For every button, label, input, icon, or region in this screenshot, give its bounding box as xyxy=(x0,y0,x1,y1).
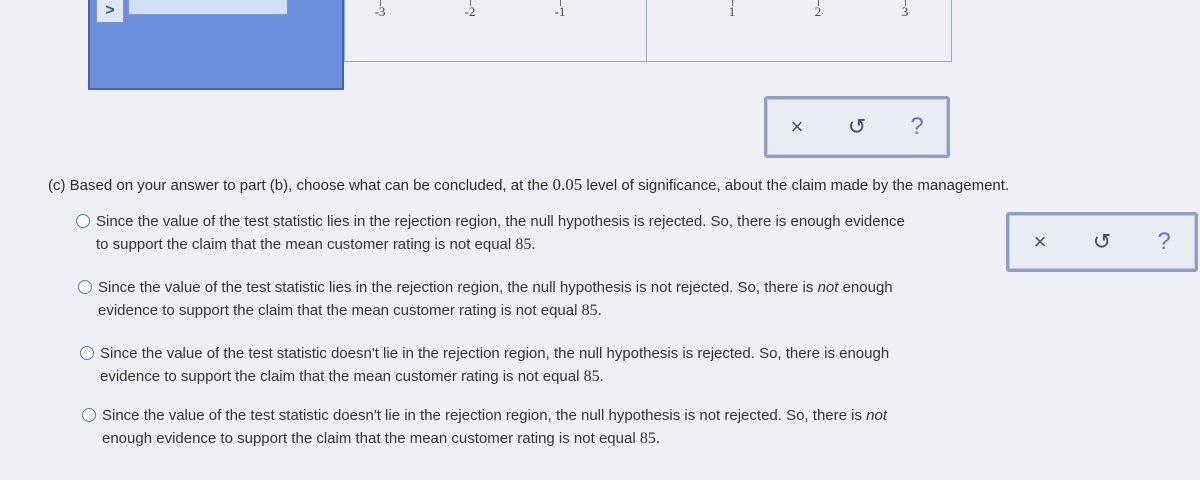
tick-label: -1 xyxy=(554,4,566,19)
tick-label: -3 xyxy=(374,4,386,19)
option-line: Since the value of the test statistic doesn't lie in the rejection region, the null hypothesis is rejected. So, there is enough xyxy=(100,345,890,362)
radio-button[interactable] xyxy=(82,408,96,422)
answer-option[interactable] xyxy=(100,342,1000,388)
help-icon[interactable]: ? xyxy=(1157,228,1171,255)
option-line: to support the claim that the mean customer rating is not equal 85. xyxy=(96,236,536,253)
option-line: Since the value of the test statistic lies in the rejection region, the null hypothesis is rejected. So, there is enough evidence xyxy=(96,213,905,230)
answer-option[interactable] xyxy=(98,276,998,322)
answer-toolbar xyxy=(1006,212,1198,272)
answer-toolbar xyxy=(764,96,950,158)
radio-button[interactable] xyxy=(80,346,94,360)
help-icon[interactable]: ? xyxy=(910,113,924,140)
answer-option[interactable] xyxy=(96,210,996,256)
close-icon[interactable]: × xyxy=(790,114,804,139)
undo-icon[interactable]: ↺ xyxy=(1092,229,1112,254)
number-line-panel[interactable] xyxy=(344,0,952,62)
undo-icon[interactable]: ↺ xyxy=(847,114,867,139)
chevron-right-icon[interactable]: > xyxy=(96,0,124,23)
radio-button[interactable] xyxy=(76,214,90,228)
option-line: Since the value of the test statistic lies in the rejection region, the null hypothesis is not rejected. So, there is not enough xyxy=(98,279,893,296)
close-icon[interactable]: × xyxy=(1033,229,1047,254)
tick-label: -2 xyxy=(464,4,476,19)
tick-label: 3 xyxy=(901,4,909,19)
answer-box[interactable] xyxy=(128,0,288,15)
answer-option[interactable] xyxy=(102,404,1002,450)
option-line: evidence to support the claim that the mean customer rating is not equal 85. xyxy=(98,302,602,319)
option-line: enough evidence to support the claim that the mean customer rating is not equal 85. xyxy=(102,430,660,447)
option-line: evidence to support the claim that the mean customer rating is not equal 85. xyxy=(100,368,604,385)
selection-panel xyxy=(88,0,344,90)
tick-label: 2 xyxy=(814,4,822,19)
tick-label: 1 xyxy=(728,4,736,19)
radio-button[interactable] xyxy=(78,280,92,294)
number-line-divider xyxy=(646,0,647,62)
number-line-area xyxy=(0,0,1200,95)
question-text: (c) Based on your answer to part (b), choose what can be concluded, at the 0.05 level of significance, about the claim made by the management. xyxy=(48,175,1010,194)
option-line: Since the value of the test statistic doesn't lie in the rejection region, the null hypothesis is not rejected. So, there is not xyxy=(102,407,887,424)
